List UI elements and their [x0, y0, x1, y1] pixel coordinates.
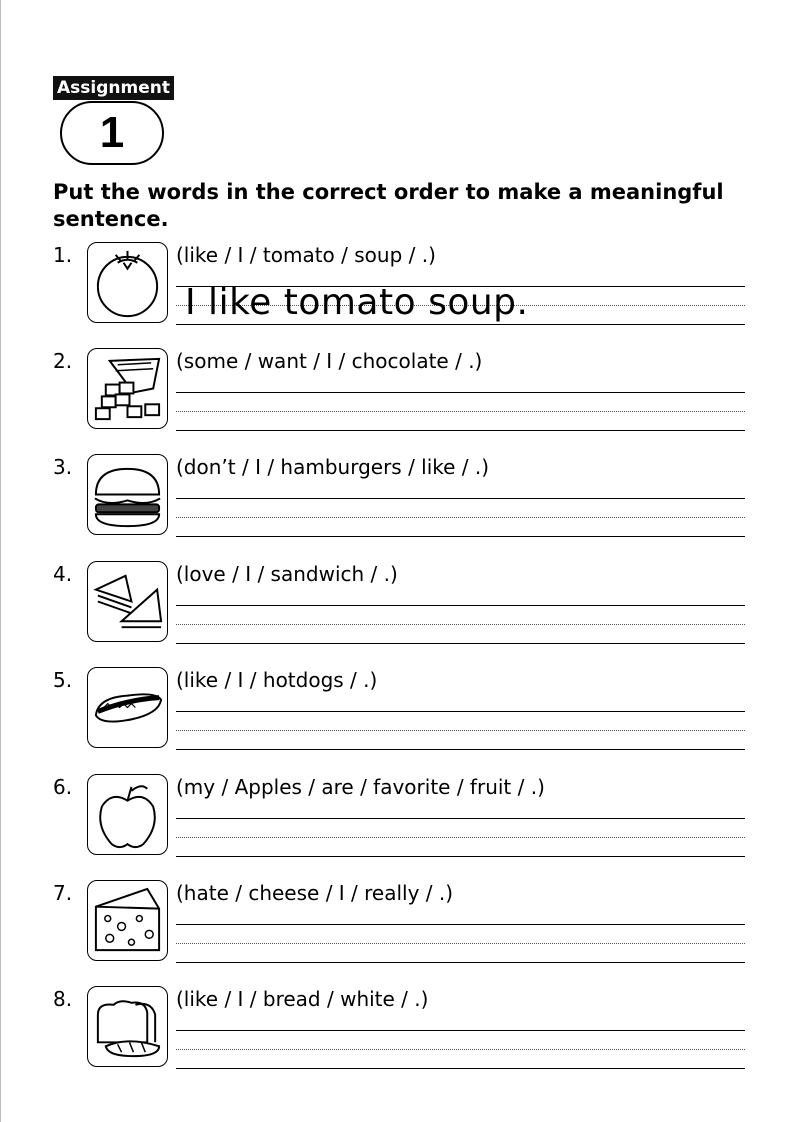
answer-line-bottom: [176, 643, 745, 644]
answer-line-mid: [176, 1049, 745, 1050]
hamburger-icon: [87, 454, 168, 535]
sandwich-icon: [87, 561, 168, 642]
word-prompt: (like / I / bread / white / .): [176, 987, 429, 1011]
answer-line-mid: [176, 517, 745, 518]
exercise-item-1: [0, 242, 796, 332]
word-prompt: (love / I / sandwich / .): [176, 562, 398, 586]
word-prompt: (some / want / I / chocolate / .): [176, 349, 483, 373]
exercise-item-2: [0, 348, 796, 438]
answer-line-mid: [176, 411, 745, 412]
answer-line-top: [176, 498, 745, 499]
exercise-item-4: [0, 561, 796, 651]
word-prompt: (like / I / tomato / soup / .): [176, 243, 436, 267]
answer-line-top: [176, 711, 745, 712]
hotdog-icon: [87, 667, 168, 748]
item-number: 7.: [53, 881, 73, 905]
answer-input[interactable]: I like tomato soup.: [185, 282, 529, 323]
answer-line-bottom: [176, 856, 745, 857]
word-prompt: (my / Apples / are / favorite / fruit / .): [176, 775, 545, 799]
chocolate-icon: [87, 348, 168, 429]
exercise-item-5: [0, 667, 796, 757]
word-prompt: (hate / cheese / I / really / .): [176, 881, 454, 905]
answer-line-mid: [176, 837, 745, 838]
item-number: 8.: [53, 987, 73, 1011]
answer-line-mid: [176, 624, 745, 625]
answer-line-mid: [176, 943, 745, 944]
item-number: 2.: [53, 349, 73, 373]
exercise-item-3: [0, 454, 796, 544]
item-number: 3.: [53, 455, 73, 479]
assignment-label: Assignment: [53, 76, 174, 100]
item-number: 5.: [53, 668, 73, 692]
answer-line-bottom: [176, 962, 745, 963]
answer-line-top: [176, 605, 745, 606]
item-number: 4.: [53, 562, 73, 586]
answer-line-top: [176, 818, 745, 819]
assignment-number: 1: [60, 101, 164, 165]
word-prompt: (like / I / hotdogs / .): [176, 668, 378, 692]
exercise-item-7: [0, 880, 796, 970]
cheese-icon: [87, 880, 168, 961]
exercise-item-6: [0, 774, 796, 864]
bread-icon: [87, 986, 168, 1067]
answer-line-bottom: [176, 430, 745, 431]
answer-line-top: [176, 924, 745, 925]
instruction-text: Put the words in the correct order to make a meaningful sentence.: [53, 180, 724, 231]
answer-line-bottom: [176, 536, 745, 537]
exercise-item-8: [0, 986, 796, 1076]
item-number: 6.: [53, 775, 73, 799]
word-prompt: (don’t / I / hamburgers / like / .): [176, 455, 490, 479]
item-number: 1.: [53, 243, 73, 267]
answer-line-top: [176, 1030, 745, 1031]
answer-line-top: [176, 392, 745, 393]
answer-line-bottom: [176, 1068, 745, 1069]
apple-icon: [87, 774, 168, 855]
answer-line-bottom: [176, 749, 745, 750]
tomato-icon: [87, 242, 168, 323]
answer-line-mid: [176, 730, 745, 731]
